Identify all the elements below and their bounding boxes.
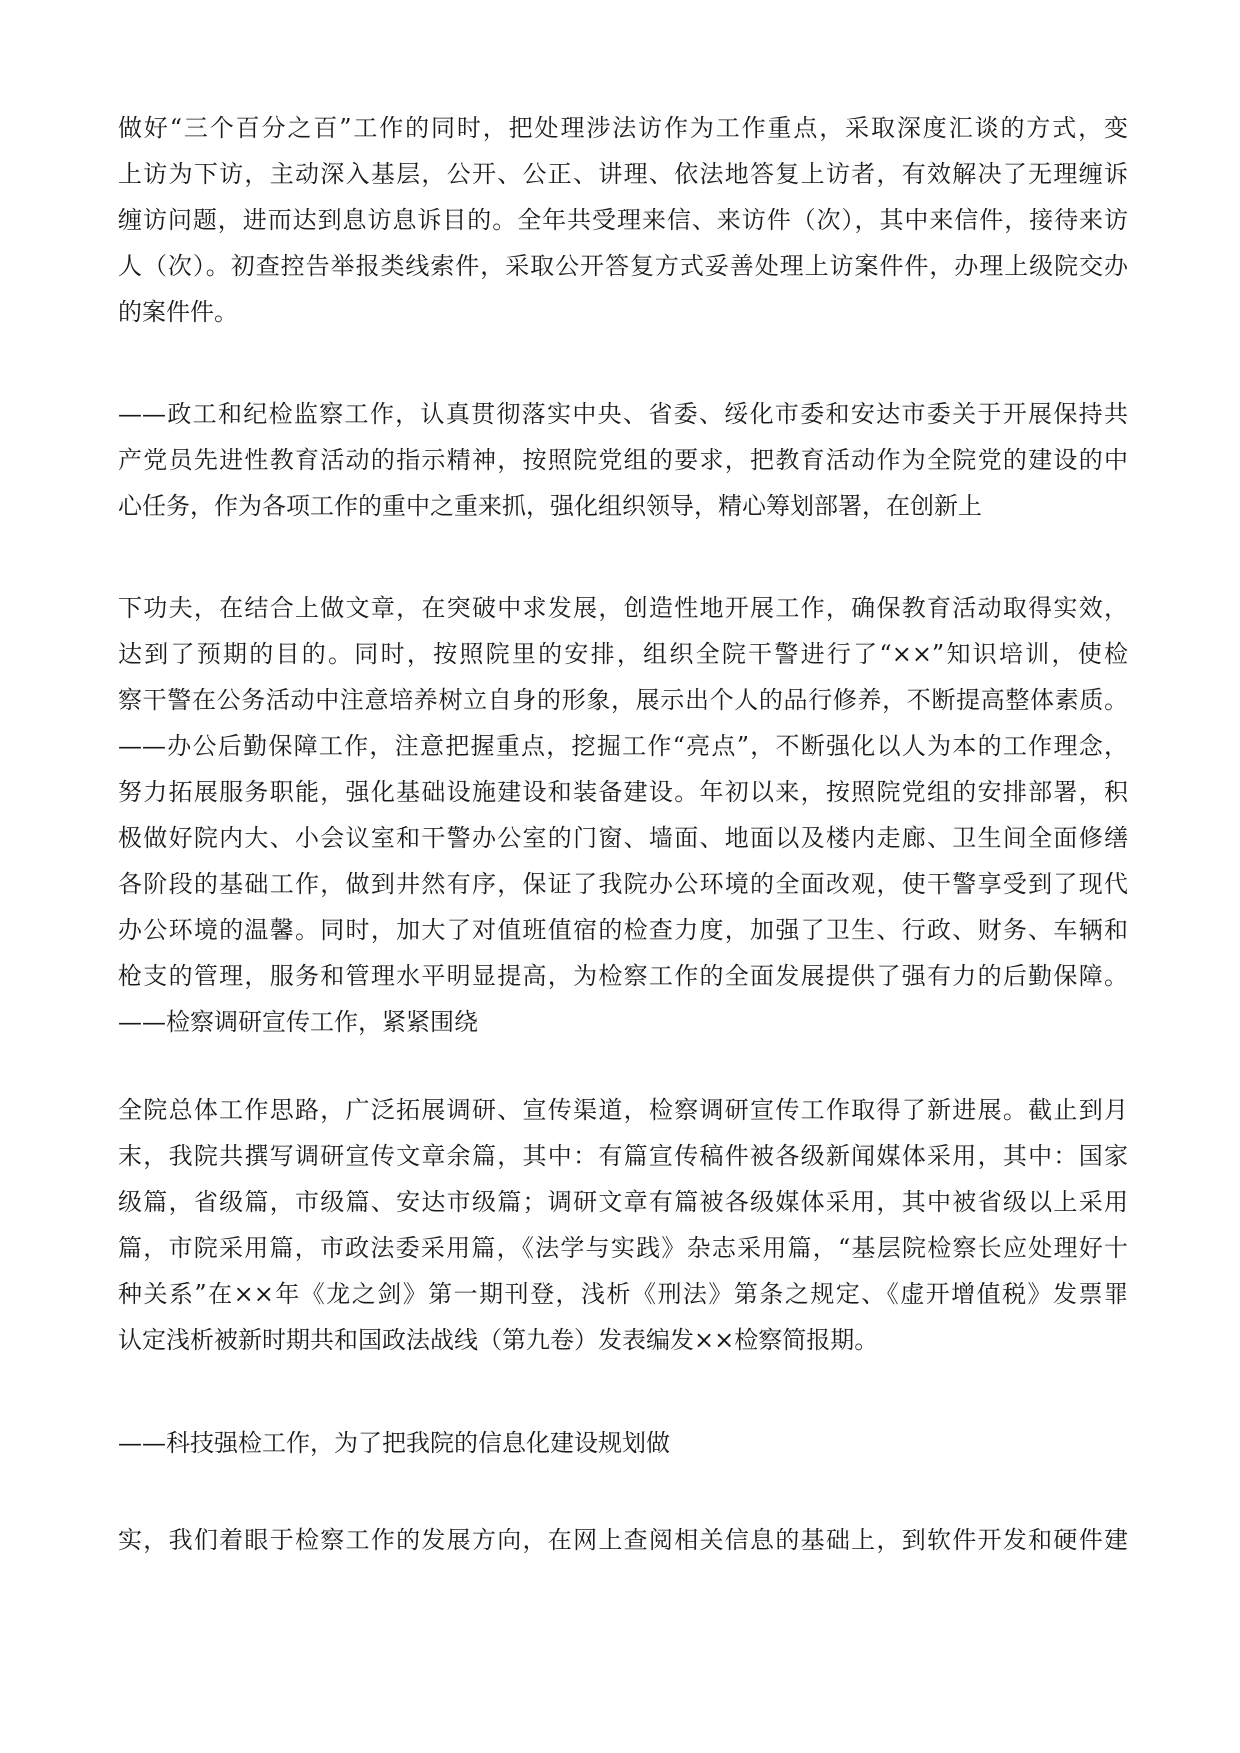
text-line: ——检察调研宣传工作，紧紧围绕 xyxy=(118,1008,478,1036)
text-line: 努力拓展服务职能，强化基础设施建设和装备建设。年初以来，按照院党组的安排部署，积 xyxy=(118,778,1128,806)
paragraph-office-logistics xyxy=(118,585,1128,1045)
text-line: 缠访问题，进而达到息访息诉目的。全年共受理来信、来访件（次），其中来信件，接待来访 xyxy=(118,206,1128,234)
text-line: 实，我们着眼于检察工作的发展方向，在网上查阅相关信息的基础上，到软件开发和硬件建 xyxy=(118,1526,1128,1554)
paragraph-technology-continued xyxy=(118,1517,1128,1563)
text-line: 办公环境的温馨。同时，加大了对值班值宿的检查力度，加强了卫生、行政、财务、车辆和 xyxy=(118,916,1128,944)
text-line: 极做好院内大、小会议室和干警办公室的门窗、墙面、地面以及楼内走廊、卫生间全面修缮 xyxy=(118,824,1128,852)
text-line: 篇，市院采用篇，市政法委采用篇，《法学与实践》杂志采用篇，“基层院检察长应处理好十 xyxy=(118,1234,1128,1262)
text-line: ——政工和纪检监察工作，认真贯彻落实中央、省委、绥化市委和安达市委关于开展保持共 xyxy=(118,400,1128,428)
paragraph-political-discipline xyxy=(118,391,1128,529)
text-line: 认定浅析被新时期共和国政法战线（第九卷）发表编发××检察简报期。 xyxy=(118,1326,879,1354)
paragraph-research-publicity xyxy=(118,1087,1128,1363)
text-line: 全院总体工作思路，广泛拓展调研、宣传渠道，检察调研宣传工作取得了新进展。截止到月 xyxy=(118,1096,1128,1124)
text-line: 各阶段的基础工作，做到井然有序，保证了我院办公环境的全面改观，使干警享受到了现代 xyxy=(118,870,1128,898)
paragraph-technology xyxy=(118,1420,1128,1466)
text-line: 心任务，作为各项工作的重中之重来抓，强化组织领导，精心筹划部署，在创新上 xyxy=(118,492,982,520)
text-line: 级篇，省级篇，市级篇、安达市级篇；调研文章有篇被各级媒体采用，其中被省级以上采用 xyxy=(118,1188,1128,1216)
text-line: 产党员先进性教育活动的指示精神，按照院党组的要求，把教育活动作为全院党的建设的中 xyxy=(118,446,1128,474)
text-line: ——科技强检工作，为了把我院的信息化建设规划做 xyxy=(118,1429,670,1457)
text-line: 上访为下访，主动深入基层，公开、公正、讲理、依法地答复上访者，有效解决了无理缠诉 xyxy=(118,160,1128,188)
text-line: 枪支的管理，服务和管理水平明显提高，为检察工作的全面发展提供了强有力的后勤保障。 xyxy=(118,962,1128,990)
text-line: 达到了预期的目的。同时，按照院里的安排，组织全院干警进行了“××”知识培训，使检 xyxy=(118,640,1128,668)
paragraph-petition-work xyxy=(118,105,1128,335)
text-line: 的案件件。 xyxy=(118,298,238,326)
text-line: 人（次）。初查控告举报类线索件，采取公开答复方式妥善处理上访案件件，办理上级院交办 xyxy=(118,252,1128,280)
text-line: 末，我院共撰写调研宣传文章余篇，其中：有篇宣传稿件被各级新闻媒体采用，其中：国家 xyxy=(118,1142,1128,1170)
text-line: 做好“三个百分之百”工作的同时，把处理涉法访作为工作重点，采取深度汇谈的方式，变 xyxy=(118,114,1128,142)
text-line: 下功夫，在结合上做文章，在突破中求发展，创造性地开展工作，确保教育活动取得实效， xyxy=(118,594,1128,622)
text-line: ——办公后勤保障工作，注意把握重点，挖掘工作“亮点”，不断强化以人为本的工作理念， xyxy=(118,732,1128,760)
text-line: 种关系”在××年《龙之剑》第一期刊登，浅析《刑法》第条之规定、《虚开增值税》发票罪 xyxy=(118,1280,1128,1308)
text-line: 察干警在公务活动中注意培养树立自身的形象，展示出个人的品行修养，不断提高整体素质。 xyxy=(118,686,1128,714)
